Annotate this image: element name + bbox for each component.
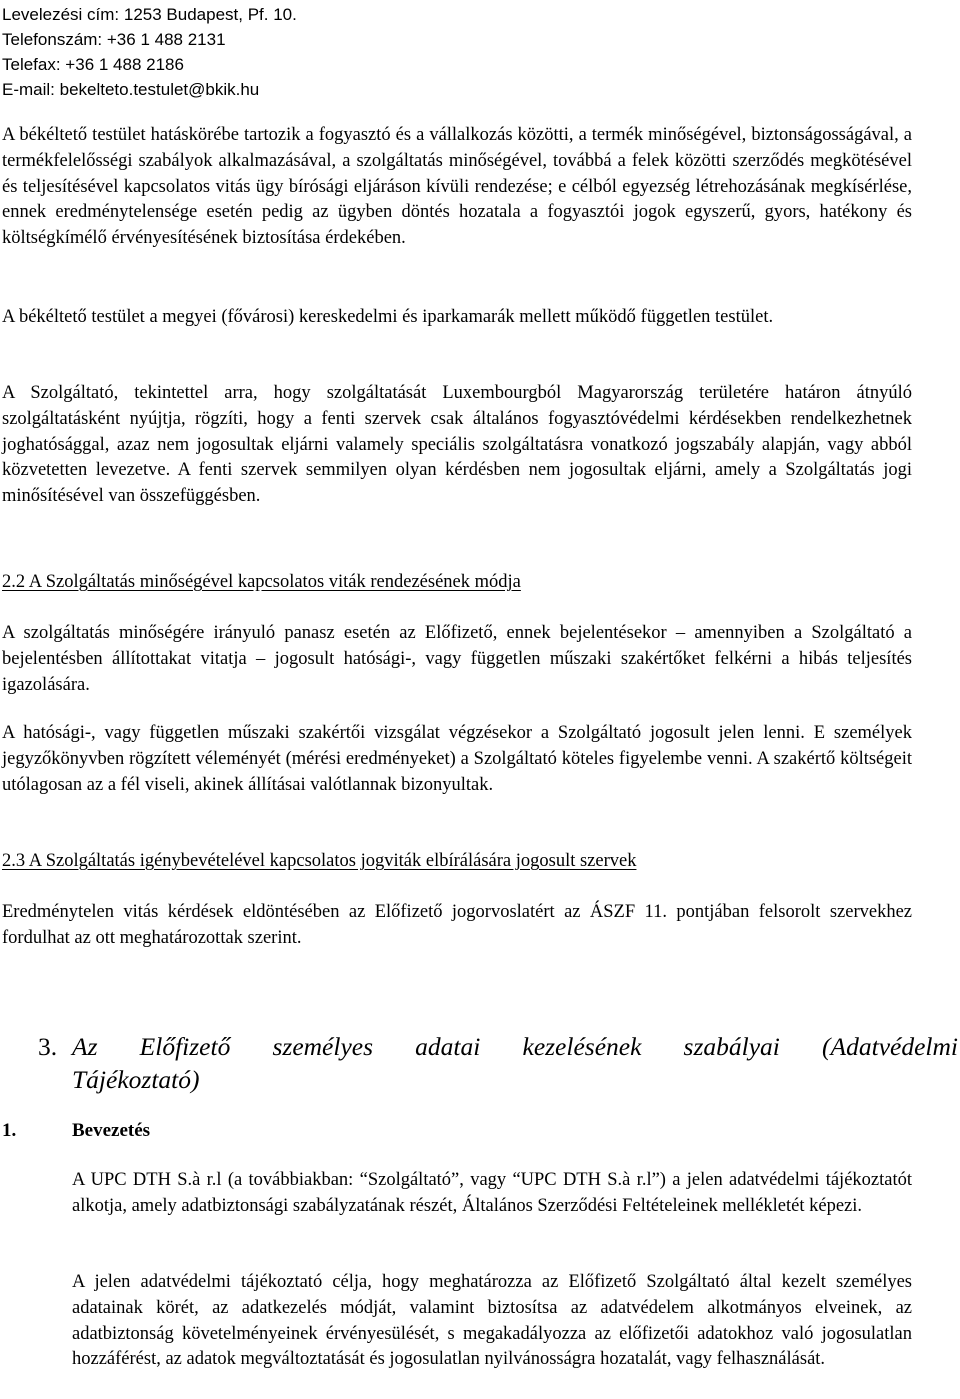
- paragraph-purpose: A jelen adatvédelmi tájékoztató célja, hogy meghatározza az Előfizető Szolgáltató által kezelt személyes adatainak körét, az adatkezelés módját, valamint biztosítsa az adatvédelem alkotmányos elveinek, az adatbiztonság követelményeinek érvényesülését, s megakadályozza az előfizetői adatokhoz való jogosulatlan hozzáférést, az adatok megváltoztatását és jogosulatlan nyilvánosságra hozatalát, vagy felhasználását.: [72, 1272, 912, 1370]
- chapter-title-line1: Az Előfizető személyes adatai kezelésének szabályai (Adatvédelmi: [72, 1032, 958, 1061]
- paragraph-quality-complaint: A szolgáltatás minőségére irányuló panasz esetén az Előfizető, ennek bejelentésekor – amennyiben a Szolgáltató a bejelentésben állítottakat vitatja – jogosult hatósági-, vagy független műszaki szakértőket felkérni a hibás teljesítés igazolására.: [2, 623, 912, 695]
- contact-block: [2, 2, 297, 102]
- subsection-heading-1: [2, 1118, 150, 1144]
- paragraph-conciliation-scope: A békéltető testület hatáskörébe tartozik a fogyasztó és a vállalkozás közötti, a termék minőségével, biztonságosságával, a termékfelelősségi szabályok alkalmazásával, a szolgáltatás minőségével, továbbá a felek közötti szerződés megkötésével és teljesítésével kapcsolatos vitás ügy bírósági eljáráson kívüli rendezése; e célból egyezség létrehozásának megkísérlése, ennek eredménytelensége esetén pedig az ügyben döntés hozatala a fogyasztói jogok egyszerű, gyors, hatékony és költségkímélő érvényesítésének biztosítása érdekében.: [2, 125, 912, 249]
- section-heading-2-3: 2.3 A Szolgáltatás igénybevételével kapcsolatos jogviták elbírálására jogosult szervek: [2, 851, 637, 871]
- paragraph-provider-jurisdiction: A Szolgáltató, tekintettel arra, hogy szolgáltatását Luxembourgból Magyarország területére határon átnyúló szolgáltatásként nyújtja, rögzíti, hogy a fenti szervek csak általános fogyasztóvédelmi kérdésekben rendelkezhetnek joghatósággal, azaz nem jogosultak eljárni valamely speciális szolgáltatásra vonatkozó jogszabály alapján, vagy abból közvetetten levezetve. A fenti szervek semmilyen olyan kérdésben nem jogosultak eljárni, amely a Szolgáltatás jogi minősítésével van összefüggésben.: [2, 383, 912, 507]
- subsection-number: 1.: [2, 1120, 17, 1141]
- paragraph-legal-remedy: Eredménytelen vitás kérdések eldöntésében az Előfizető jogorvoslatért az ÁSZF 11. pontjában felsorolt szervekhez fordulhat az ott meghatározottak szerint.: [2, 902, 912, 948]
- section-heading-2-2: 2.2 A Szolgáltatás minőségével kapcsolatos viták rendezésének módja: [2, 572, 521, 592]
- contact-fax: Telefax: +36 1 488 2186: [2, 55, 184, 74]
- chapter-number: 3.: [38, 1032, 58, 1061]
- contact-address: Levelezési cím: 1253 Budapest, Pf. 10.: [2, 5, 297, 24]
- contact-phone: Telefonszám: +36 1 488 2131: [2, 30, 226, 49]
- paragraph-conciliation-board: A békéltető testület a megyei (fővárosi) kereskedelmi és iparkamarák mellett működő független testület.: [2, 307, 774, 327]
- contact-email: E-mail: bekelteto.testulet@bkik.hu: [2, 80, 260, 99]
- subsection-title: Bevezetés: [72, 1120, 151, 1141]
- paragraph-introduction: A UPC DTH S.à r.l (a továbbiakban: “Szolgáltató”, vagy “UPC DTH S.à r.l”) a jelen adatvédelmi tájékoztatót alkotja, amely adatbiztonsági szabályzatának részét, Általános Szerződési Feltételeinek mellékletét képezi.: [72, 1170, 912, 1216]
- paragraph-expert-examination: A hatósági-, vagy független műszaki szakértői vizsgálat végzésekor a Szolgáltató jogosult jelen lenni. E személyek jegyzőkönyvben rögzített véleményét (mérési eredményeket) a Szolgáltató köteles figyelembe venni. A szakértő költségeit utólagosan az a fél viseli, akinek állításai valótlannak bizonyultak.: [2, 723, 912, 795]
- chapter-title-line2: Tájékoztató): [72, 1065, 200, 1094]
